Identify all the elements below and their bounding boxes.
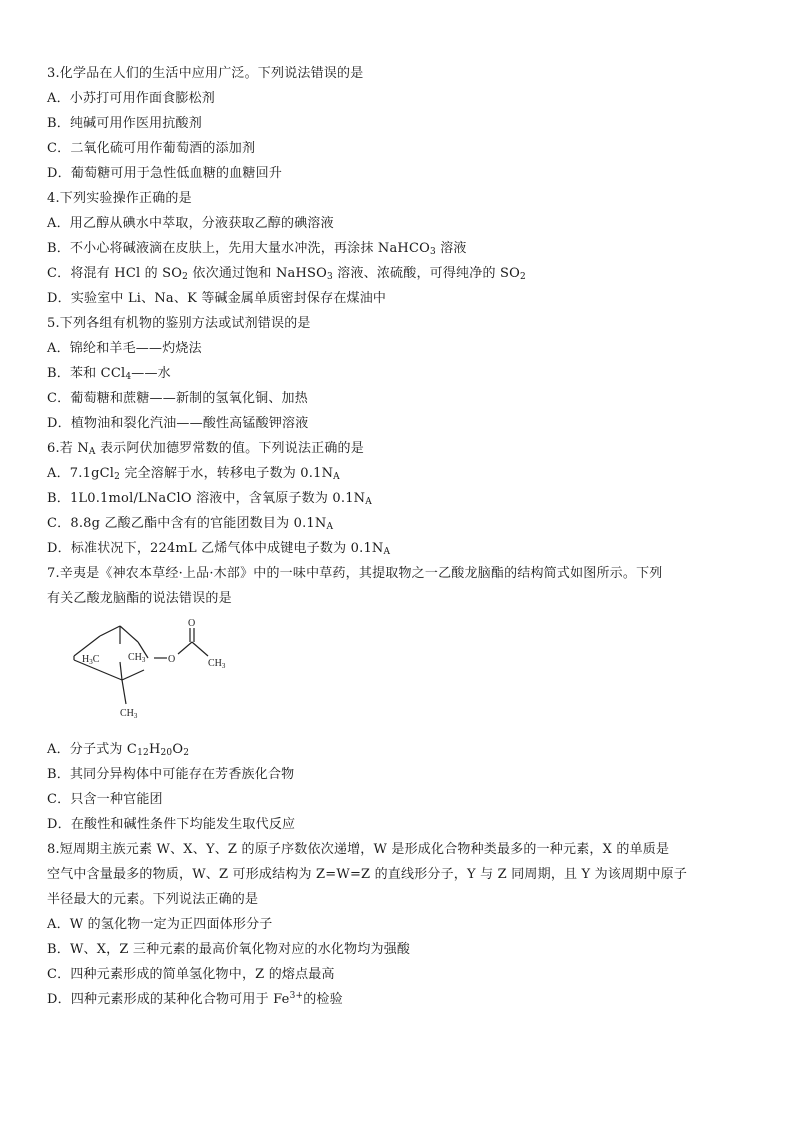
q3-stem: 3.化学品在人们的生活中应用广泛。下列说法错误的是 (47, 66, 364, 81)
label-ch3-ring: $CH_3$ (128, 652, 146, 664)
label-acetyl-ch3: $CH_3$ (208, 658, 226, 670)
q6-option-c: C．8.8g 乙酸乙酯中含有的官能团数目为 $0.1N_A$ (47, 516, 334, 532)
q7-stem-line1: 7.辛夷是《神农本草经·上品·木部》中的一味中草药，其提取物之一乙酸龙脑酯的结构简式如图所示。下列 (47, 566, 663, 581)
q7-option-c: C．只含一种官能团 (47, 792, 163, 807)
q4-option-c: C．将混有 HCl 的 $SO_2$ 依次通过饱和 NaHSO$_3$ 溶液、浓硫酸，可得纯净的 $SO_2$ (47, 266, 526, 282)
q7-stem-line2: 有关乙酸龙脑酯的说法错误的是 (47, 591, 232, 606)
q7-option-a: A．分子式为 $C_{12}H_{20}O_2$ (47, 742, 190, 758)
q8-option-d: D．四种元素形成的某种化合物可用于 $Fe^{3+}$的检验 (47, 991, 343, 1007)
q3-option-c: C．二氧化硫可用作葡萄酒的添加剂 (47, 141, 256, 156)
q8-option-a: A．W 的氢化物一定为正四面体形分子 (47, 917, 273, 932)
q4-option-a: A．用乙醇从碘水中萃取，分液获取乙醇的碘溶液 (47, 216, 334, 231)
q5-option-a: A．锦纶和羊毛——灼烧法 (47, 341, 202, 356)
q8-option-b: B．W、X，Z 三种元素的最高价氧化物对应的水化物均为强酸 (47, 942, 411, 957)
q8-option-c: C．四种元素形成的简单氢化物中，Z 的熔点最高 (47, 967, 335, 982)
q4-stem: 4.下列实验操作正确的是 (47, 191, 192, 206)
q5-option-b: B．苯和 CCl$_4$——水 (47, 366, 171, 382)
q8-stem-line1: 8.短周期主族元素 W、X、Y、Z 的原子序数依次递增，W 是形成化合物种类最多的一种元素，X 的单质是 (47, 842, 670, 857)
structure-bonds (74, 626, 208, 704)
q4-option-b: B．不小心将碱液滴在皮肤上，先用大量水冲洗，再涂抹 NaHCO$_3$ 溶液 (47, 241, 467, 257)
q8-stem-line3: 半径最大的元素。下列说法正确的是 (47, 892, 259, 907)
q3-option-d: D．葡萄糖可用于急性低血糖的血糖回升 (47, 166, 283, 181)
q5-option-c: C．葡萄糖和蔗糖——新制的氢氧化铜、加热 (47, 391, 308, 406)
label-bridgehead-ch3: $CH_3$ (120, 708, 138, 720)
q3-option-b: B．纯碱可用作医用抗酸剂 (47, 116, 202, 131)
q6-option-b: B．1L0.1mol/LNaClO 溶液中，含氧原子数为 $0.1N_A$ (47, 491, 372, 507)
q5-option-d: D．植物油和裂化汽油——酸性高锰酸钾溶液 (47, 416, 309, 431)
q8-stem-line2: 空气中含量最多的物质，W、Z 可形成结构为 Z=W=Z 的直线形分子，Y 与 Z 同周期，且 Y 为该周期中原子 (47, 867, 688, 882)
label-carbonyl-oxygen: O (188, 618, 196, 629)
q6-option-a: A．7.1gCl$_2$ 完全溶解于水，转移电子数为 $0.1N_A$ (47, 466, 340, 482)
q5-stem: 5.下列各组有机物的鉴别方法或试剂错误的是 (47, 316, 311, 331)
q3-option-a: A．小苏打可用作面食膨松剂 (47, 91, 215, 106)
q4-option-d: D．实验室中 Li、Na、K 等碱金属单质密封保存在煤油中 (47, 291, 387, 306)
bornyl-acetate-structure-diagram (68, 618, 248, 728)
q6-stem: 6.若 $N_A$ 表示阿伏加德罗常数的值。下列说法正确的是 (47, 441, 364, 457)
q7-option-d: D．在酸性和碱性条件下均能发生取代反应 (47, 817, 296, 832)
label-h3c: $H_3C$ (82, 654, 100, 666)
q6-option-d: D．标准状况下，224mL 乙烯气体中成键电子数为 $0.1N_A$ (47, 541, 391, 557)
q7-option-b: B．其同分异构体中可能存在芳香族化合物 (47, 767, 295, 782)
label-ester-oxygen: O (168, 654, 176, 665)
